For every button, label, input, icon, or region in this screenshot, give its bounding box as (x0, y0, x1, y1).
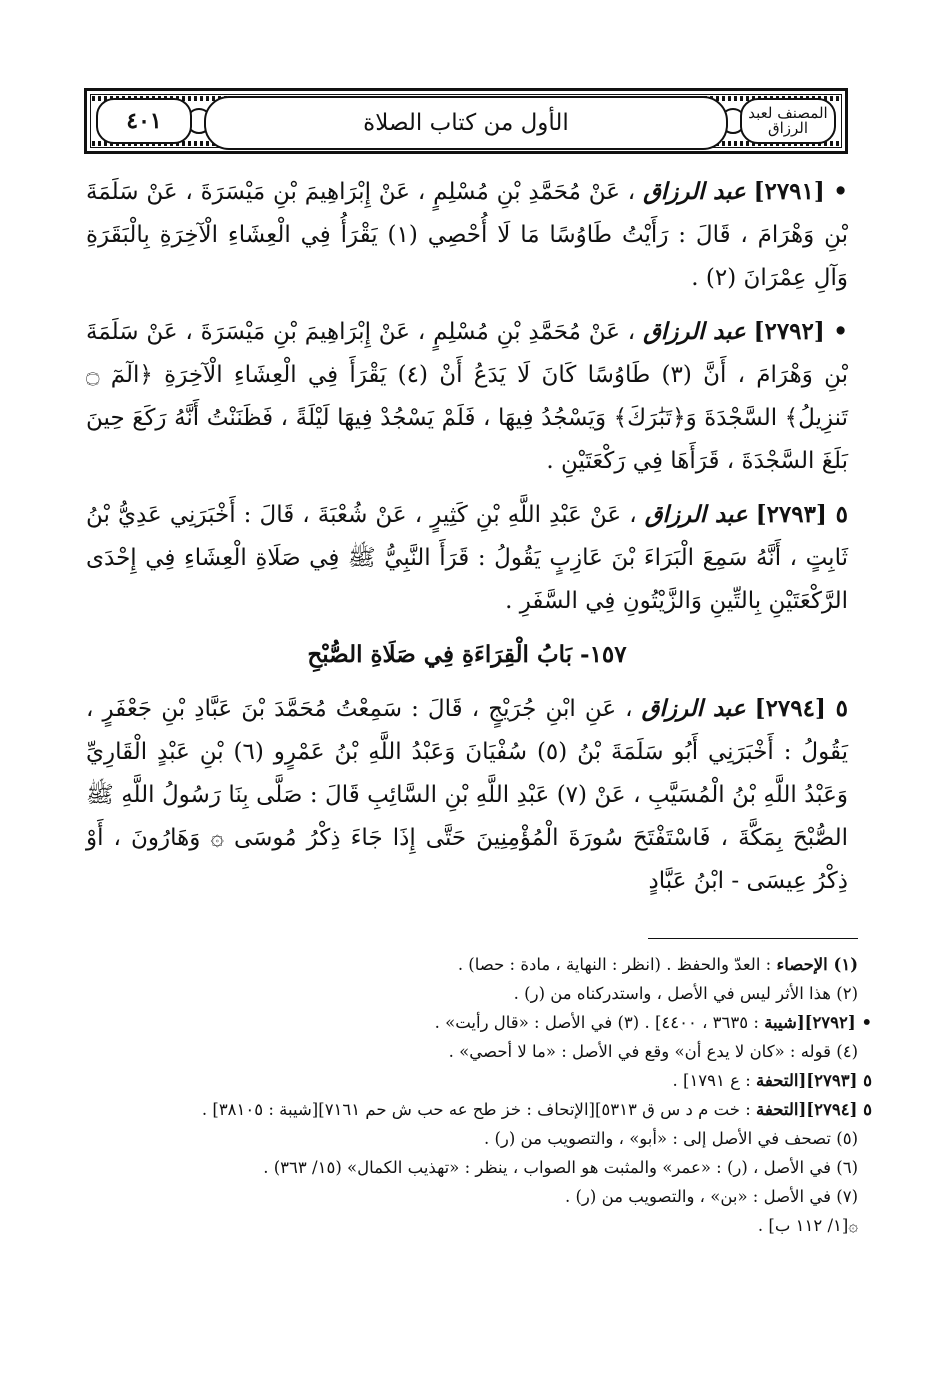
hadith-text: ، عَنِ ابْنِ جُرَيْجٍ ، قَالَ : سَمِعْتُ مُحَمَّدَ بْنَ عَبَّادِ بْنِ جَعْفَرٍ ، يَقُولُ : أَخْبَرَنِي أَبُو سَلَمَةَ بْنُ (٥) سُفْيَانَ وَعَبْدُ اللَّهِ بْنُ عَمْرٍو (٦) بْنِ عَبْدٍ الْقَارِيِّ وَعَبْدُ اللَّهِ بْنُ الْمُسَيَّبِ ، عَنْ (٧) عَبْدِ اللَّهِ بْنِ السَّائِبِ قَالَ : صَلَّى بِنَا رَسُولُ اللَّهِ ﷺ الصُّبْحَ بِمَكَّةَ ، فَاسْتَفْتَحَ سُورَةَ الْمُؤْمِنِينَ حَتَّى إِذَا جَاءَ ذِكْرُ مُوسَى ۞ وَهَارُونَ ، أَوْ ذِكْرُ عِيسَى - ابْنُ عَبَّادٍ (86, 696, 848, 894)
footnote-text: (٥) تصحف في الأصل إلى : «أبو» ، والتصويب من (ر) . (483, 1129, 858, 1148)
footnote-text: : العدّ والحفظ . (انظر : النهاية ، مادة : حصا) . (457, 955, 772, 974)
narrator-name: عبد الرزاق (641, 695, 746, 722)
narrator-name: عبد الرزاق (643, 178, 746, 205)
footnote-7 (120, 1182, 872, 1211)
running-title: الأول من كتاب الصلاة (363, 110, 569, 136)
footnote-1 (120, 950, 872, 979)
footnote-6 (120, 1153, 872, 1182)
narrator-name: عبد الرزاق (644, 501, 748, 528)
footnote-source-2792 (120, 1008, 872, 1037)
page-number-box (96, 98, 192, 144)
footnote-text: : ع ١٧٩١] . (672, 1071, 751, 1090)
hadith-number: • [٢٧٩٢] (753, 318, 848, 345)
footnote-label: ٥ [٢٧٩٤][التحفة (756, 1100, 872, 1119)
hadith-text: ، عَنْ مُحَمَّدِ بْنِ مُسْلِمٍ ، عَنْ إِبْرَاهِيمَ بْنِ مَيْسَرَةَ ، عَنْ سَلَمَةَ بْنِ وَهْرَامَ ، قَالَ : رَأَيْتُ طَاوُسًا مَا لَا أُحْصِي (١) يَقْرَأُ فِي الْعِشَاءِ الْآخِرَةِ بِالْبَقَرَةِ وَآلِ عِمْرَانَ (٢) . (86, 179, 848, 291)
footnote-label: • [٢٧٩٢][شيبة (764, 1013, 872, 1032)
footnote-4 (120, 1037, 872, 1066)
footnote-2 (120, 979, 872, 1008)
page-header (84, 88, 848, 154)
hadith-2791 (86, 170, 848, 300)
footnote-label: ٥ [٢٧٩٣][التحفة (756, 1071, 872, 1090)
book-logo: المصنف لعبد الرزاق (748, 104, 828, 137)
footnote-text: (٢) هذا الأثر ليس في الأصل ، واستدركناه من (ر) . (513, 984, 858, 1003)
running-title-cartouche (204, 96, 728, 150)
footnote-text: (٦) في الأصل ، (ر) : «عمر» والمثبت هو الصواب ، ينظر : «تهذيب الكمال» (١٥/ ٣٦٣) . (263, 1158, 858, 1177)
narrator-name: عبد الرزاق (643, 318, 746, 345)
footnote-text: ۞[١/ ١١٢ ب] . (757, 1216, 858, 1235)
hadith-number: • [٢٧٩١] (753, 178, 848, 205)
footnotes (120, 950, 872, 1240)
hadith-number: ٥ [٢٧٩٤] (754, 695, 848, 722)
footnote-5 (120, 1124, 872, 1153)
hadith-2794 (86, 687, 848, 903)
hadith-2793 (86, 493, 848, 623)
hadith-number: ٥ [٢٧٩٣] (755, 501, 848, 528)
footnote-text: (٤) قوله : «كان لا يدع أن» وقع في الأصل : «ما لا أحصي» . (448, 1042, 858, 1061)
hadith-text: ، عَنْ مُحَمَّدِ بْنِ مُسْلِمٍ ، عَنْ إِبْرَاهِيمَ بْنِ مَيْسَرَةَ ، عَنْ سَلَمَةَ بْنِ وَهْرَامَ ، أَنَّ (٣) طَاوُسًا كَانَ لَا يَدَعُ أَنْ (٤) يَقْرَأَ فِي الْعِشَاءِ الْآخِرَةِ ﴿الٓمٓ ۝ تَنزِيلُ﴾ السَّجْدَةَ وَ﴿تَبَٰرَكَ﴾ وَيَسْجُدُ فِيهَا ، فَلَمْ يَسْجُدْ فِيهَا لَيْلَةً ، فَظَنَنْتُ أَنَّهُ رَكَعَ حِينَ بَلَغَ السَّجْدَةَ ، قَرَأَهَا فِي رَكْعَتَيْنِ . (86, 319, 849, 474)
footnote-source-2793 (120, 1066, 872, 1095)
hadith-text: ، عَنْ عَبْدِ اللَّهِ بْنِ كَثِيرٍ ، عَنْ شُعْبَةَ ، قَالَ : أَخْبَرَنِي عَدِيُّ بْنُ ثَابِتٍ ، أَنَّهُ سَمِعَ الْبَرَاءَ بْنَ عَازِبٍ يَقُولُ : قَرَأَ النَّبِيُّ ﷺ فِي صَلَاةِ الْعِشَاءِ فِي إِحْدَى الرَّكْعَتَيْنِ بِالتِّينِ وَالزَّيْتُونِ فِي السَّفَرِ . (86, 502, 848, 614)
page-number: ٤٠١ (126, 108, 162, 134)
footnote-text: : ٣٦٣٥ ، ٤٤٠٠] . (٣) في الأصل : «قال رأيت» . (434, 1013, 759, 1032)
footnote-label: (١) الإحصاء (776, 955, 858, 974)
main-text (86, 170, 848, 913)
footnote-text: (٧) في الأصل : «بن» ، والتصويب من (ر) . (565, 1187, 858, 1206)
book-logo-box (740, 98, 836, 144)
footnote-folio (120, 1211, 872, 1240)
footnote-source-2794 (120, 1095, 872, 1124)
chapter-title: ١٥٧- بَابُ الْقِرَاءَةِ فِي صَلَاةِ الصُّبْحِ (307, 641, 627, 668)
footnote-separator (648, 938, 858, 939)
footnote-text: : خت م د س ق ٥٣١٣][الإتحاف : خز طح عه حب ش حم ٧١٦١][شيبة : ٣٨١٠٥] . (201, 1100, 751, 1119)
hadith-2792 (86, 310, 848, 483)
